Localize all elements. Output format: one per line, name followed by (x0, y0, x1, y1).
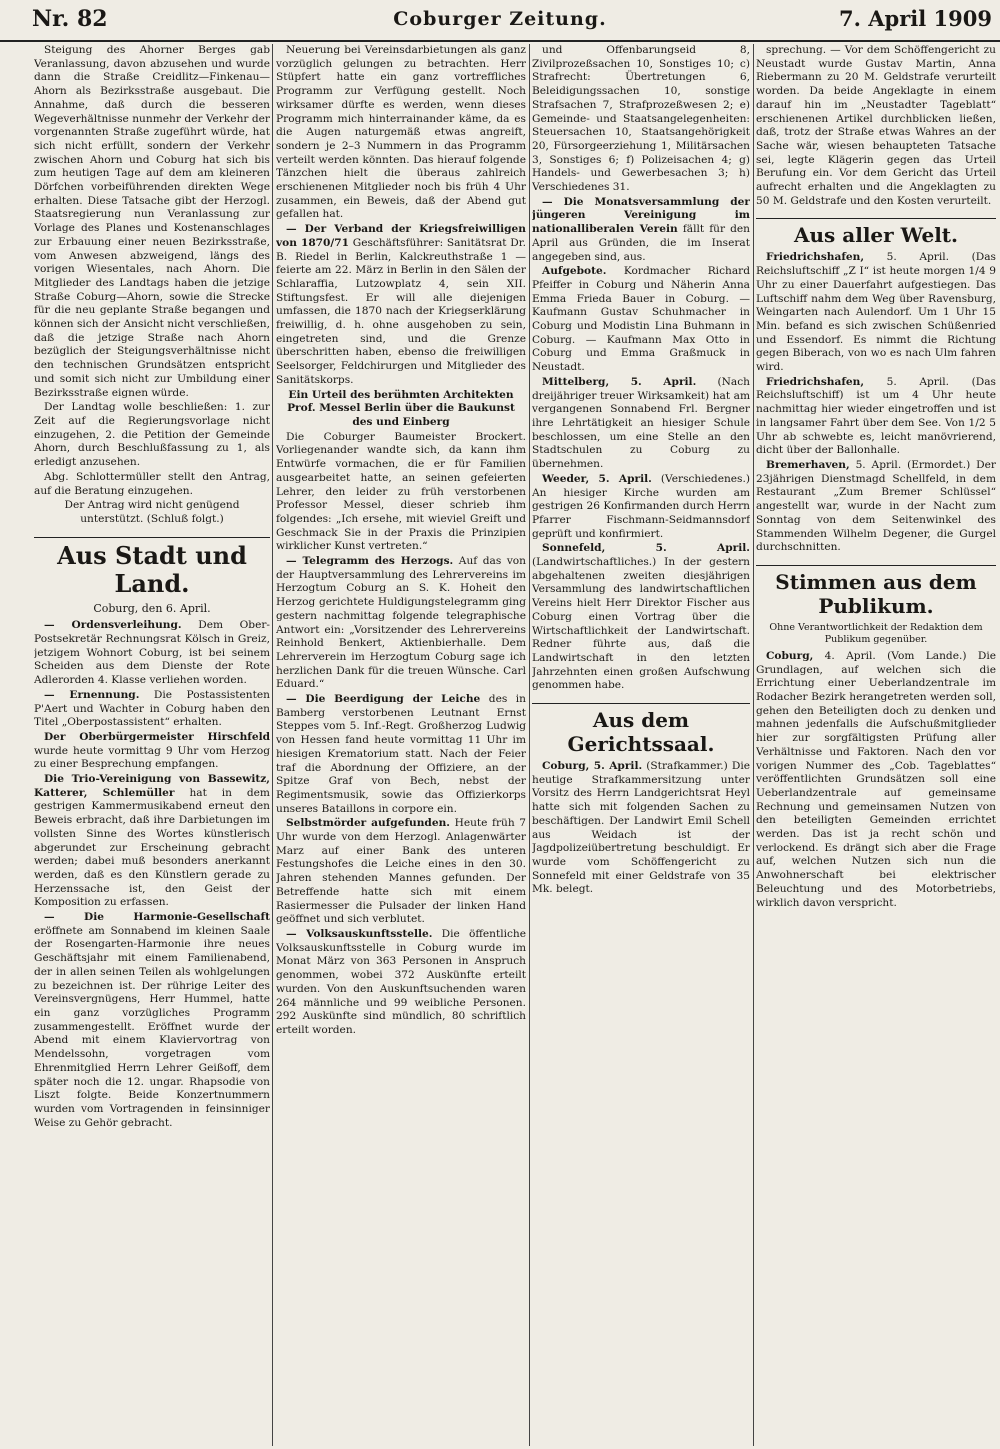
item-heading: — Ernennung. (44, 688, 140, 701)
motion-text: Abg. Schlottermüller stellt den Antrag, auf die Beratung einzugehen. (34, 470, 270, 497)
column-rule (529, 44, 530, 1446)
issue-date: 7. April 1909 (839, 6, 992, 31)
item-heading: Friedrichshafen, (766, 251, 865, 264)
item-text: 5. April. (Ermordet.) Der 23jährigen Dienstmagd Schellfeld, in dem Restaurant „Zum Bremer Schlüssel“ angestellt war, wurde in der Nacht zum Sonntag von dem Seitenwinkel des Stammenden Wilhelm Degener, die Gurgel durchschnitten. (756, 458, 996, 554)
item-text: eröffnete am Sonnabend im kleinen Saale der Rosengarten-Harmonie ihre neues Geschäftsjahr mit einem Familienabend, der in allen seinen Teilen als wohlgelungen zu bezeichnen ist. Der rührige Leiter des Vereinsvergnügens, Herr Hummel, hatte ein ganz vorzügliches Programm zusammengestellt. Eröffnet wurde der Abend mit einem Klaviervortrag von Mendelssohn, vorgetragen vom Ehrenmitglied Herrn Lehrer Geißoff, dem später noch die 12. ungar. Rhapsodie von Liszt folgte. Beide Konzertnummern wurden vom Vortragenden in feinsinniger Weise zu Gehör gebracht. (34, 924, 270, 1129)
item-text: Die öffentliche Volksauskunftsstelle in Coburg wurde im Monat März von 363 Personen in Anspruch genommen, wobei 372 Auskünfte erteilt wurden. Von den Auskunftsuchenden waren 264 männliche und 99 weibliche Personen. 292 Auskünfte sind mündlich, 80 schriftlich erteilt worden. (276, 928, 526, 1036)
item-heading: Der Oberbürgermeister Hirschfeld (44, 730, 270, 743)
item-heading: Ein Urteil des berühmten Architekten Prof. Messel Berlin über die Baukunst des und Einberg (287, 388, 515, 428)
item-heading: — Der Verband der Kriegsfreiwilligen von 1870/71 (276, 223, 526, 249)
column-3 (532, 44, 750, 1446)
continued-note: Der Antrag wird nicht genügend unterstützt. (Schluß folgt.) (64, 499, 240, 525)
item-text: hat in dem gestrigen Kammermusikabend erneut den Beweis erbracht, daß ihre Darbietungen im vollsten Sinne des Wortes künstlerisch abgerundet zur Erscheinung gebracht werden; dabei muß besonders anerkannt werden, daß es den Künstlern gerade zu Herzenssache ist, den Geist der Komposition zu erfassen. (34, 786, 270, 909)
item-heading: Friedrichshafen, (766, 375, 865, 388)
item-text: (Landwirtschaftliches.) In der gestern abgehaltenen zweiten diesjährigen Versammlung des landwirtschaftlichen Vereins hielt Herr Direktor Fischer aus Coburg einen Vortrag über die Wirtschaftlichkeit der Landwirtschaft. Redner führte aus, daß die Landwirtschaft in den letzten Jahrzehnten einen großen Aufschwung genommen habe. (532, 556, 750, 692)
item-text: Dem Ober-Postsekretär Rechnungsrat Kölsch in Greiz, jetzigem Wohnort Coburg, ist bei seinem Scheiden aus dem Dienste der Rote Adlerorden 4. Klasse verliehen worden. (34, 619, 270, 687)
article-text: und Offenbarungseid 8, Zivilprozeßsachen 10, Sonstiges 10; c) Strafrecht: Übertretungen 6, Beleidigungssachen 10, sonstige Strafsachen 7, Strafprozeßwesen 2; e) Gemeinde- und Staatsangelegenheiten: Steuersachen 10, Staatsangehörigkeit 20, Fürsorgeerziehung 1, Militärsachen 3, Sonstiges 6; f) Polizeisachen 4; g) Handels- und Gewerbesachen 3; h) Verschiedenes 31. (532, 44, 750, 194)
dateline: Coburg, den 6. April. (93, 601, 211, 615)
section-heading: Stimmen aus dem Publikum. (756, 565, 996, 618)
item-text: 5. April. (Das Reichsluftschiff) ist um 4 Uhr heute nachmittag hier wieder eingetroffen und ist in langsamer Fahrt über dem See. Von 1/2 5 Uhr ab schwebte es, leicht manövrierend, dicht über der Ballonhalle. (756, 375, 996, 457)
motion-text: Der Landtag wolle beschließen: 1. zur Zeit auf die Regierungsvorlage nicht einzugehen, 2. die Petition der Gemeinde Ahorn, durch Beschlußfassung zu 1, als erledigt anzusehen. (34, 401, 270, 469)
masthead (0, 0, 1000, 42)
item-text: (Verschiedenes.) An hiesiger Kirche wurden am gestrigen 26 Konfirmanden durch Herrn Pfarrer Fischmann-Seidmannsdorf geprüft und konfirmiert. (532, 472, 750, 540)
item-text: (Nach dreijähriger treuer Wirksamkeit) hat am vergangenen Sonnabend Frl. Bergner ihre Lehrtätigkeit an hiesiger Schule beschlossen, um eine Stelle an den Stadtschulen zu Coburg zu übernehmen. (532, 375, 750, 471)
item-heading: — Ordensverleihung. (44, 619, 182, 632)
item-text: 4. April. (Vom Lande.) Die Grundlagen, auf welchen sich die Errichtung einer Ueberlandzentrale im Rodacher Bezirk herangetreten werden soll, gehen den Beteiligten doch zu denken und mahnen jedenfalls die Aufschußmitglieder hier zur sorgfältigsten Prüfung aller Verhältnisse und Faktoren. Nach den vor vorigen Nummer des „Cob. Tageblattes“ veröffentlichten Grundsätzen soll eine Ueberlandzentrale auf gemeinsame Rechnung und gemeinsamen Nutzen von den beteiligten Gemeinden errichtet werden. Das ist ja recht schön und verlockend. Es drängt sich aber die Frage auf, welchen Nutzen sich nun die Anwohnerschaft bei elektrischer Beleuchtung und des Motorbetriebs, wirklich davon verspricht. (756, 649, 996, 909)
item-text: des in Bamberg verstorbenen Leutnant Ernst Steppes vom 5. Inf.-Regt. Großherzog Ludwig von Hessen fand heute vormittag 11 Uhr im hiesigen Krematorium statt. Nach der Feier traf die Abordnung der Offiziere, an der Spitze Graf von Bech, nebst der Regimentsmusik, sowie das Offizierkorps unseres Bataillons in corpore ein. (276, 693, 526, 815)
item-heading: Mittelberg, 5. April. (542, 375, 697, 388)
item-heading: Coburg, (766, 649, 814, 662)
item-heading: Selbstmörder aufgefunden. (286, 817, 450, 830)
column-rule (753, 44, 754, 1446)
item-text: Auf das von der Hauptversammlung des Lehrervereins im Herzogtum Coburg an S. K. Hoheit den Herzog gerichtete Huldigungstelegramm ging gestern nachmittag folgende telegraphische Antwort ein: „Vorsitzender des Lehrervereins Reinhold Benkert, Aktienbierhalle. Dem Lehrerverein im Herzogtum Coburg sage ich herzlichen Dank für die treuen Wünsche. Carl Eduard.“ (276, 555, 526, 691)
item-heading: — Die Beerdigung der Leiche (286, 693, 481, 706)
item-text: 5. April. (Das Reichsluftschiff „Z I“ ist heute morgen 1/4 9 Uhr zu einer Dauerfahrt aufgestiegen. Das Luftschiff nahm dem Weg über Ravensburg, Weingarten nach Aulendorf. Um 1 Uhr 15 Min. befand es sich zwischen Schüßenried und Essendorf. Es nimmt die Richtung gegen Biberach, von wo es nach Ulm fahren wird. (756, 251, 996, 374)
article-text: Steigung des Ahorner Berges gab Veranlassung, davon abzusehen und wurde dann die Straße Creidlitz—Finkenau—Ahorn als Bezirksstraße ausgebaut. Die Annahme, daß durch die besseren Wegeverhältnisse nunmehr der Verkehr der vorgenannten Straße zugeführt würde, hat sich nicht erfüllt, sondern der Verkehr zwischen Ahorn und Coburg hat sich bis zum heutigen Tage auf dem am kleineren Dörfchen vorbeiführenden direkten Wege erhalten. Diese Tatsache gibt der Herzogl. Staatsregierung nun Veranlassung zur Vorlage des Planes und Kostenanschlages zur Erbauung einer neuen Bezirksstraße, vom Anwesen abzweigend, längs des vorigen Wiesentales, nach Ahorn. Die Mitglieder des Landtags haben die jetzige Straße Coburg—Ahorn, sowie die Strecke für die neu geplante Straße begangen und können sich der Ansicht nicht verschließen, daß die jetzige Straße nach Ahorn bezüglich der Steigungsverhältnisse nicht den technischen Grundsätzen entspricht und somit sich nicht zur Umbildung einer Bezirksstraße eignen würde. (34, 44, 270, 399)
item-heading: Coburg, 5. April. (542, 760, 643, 773)
item-heading: Sonnefeld, 5. April. (542, 542, 750, 555)
article-text: sprechung. — Vor dem Schöffengericht zu Neustadt wurde Gustav Martin, Anna Riebermann zu 20 M. Geldstrafe verurteilt worden. Da beide Angeklagte in einem darauf hin im „Neustadter Tageblatt“ erschienenen Artikel durchblicken ließen, daß, trotz der Straße etwas Wahres an der Sache wär, wiesen behaupteten Tatsache sei, legte Klägerin gegen das Urteil Berufung ein. Vor dem Gericht das Urteil aufrecht erhalten und die Angeklagten zu 50 M. Geldstrafe und den Kosten verurteilt. (756, 44, 996, 207)
item-text: Die Coburger Baumeister Brockert. Vorliegenander wandte sich, da kann ihm Entwürfe vormachen, die er für Familien ausgearbeitet hatte, an seinen gefeierten Lehrer, den leider zu früh verstorbenen Professor Messel, dieser schrieb ihm folgendes: „Ich ersehe, mit wieviel Greift und Geschmack Sie in der Praxis die Prinzipien wirklicher Kunst vertreten.“ (276, 430, 526, 553)
newspaper-title: Coburger Zeitung. (393, 8, 607, 30)
section-heading: Aus dem Gerichtssaal. (532, 703, 750, 756)
article-text: Neuerung bei Vereinsdarbietungen als ganz vorzüglich gelungen zu betrachten. Herr Stüpfert hatte ein ganz vortreffliches Programm zur Verfügung gestellt. Noch wirksamer dürfte es werden, wenn dieses Programm mich hinterrainander käme, da es die Augen naturgemäß etwas angreift, sondern je 2–3 Nummern in das Programm verteilt werden könnten. Das hierauf folgende Tänzchen hielt die überaus zahlreich erschienenen Mitglieder noch bis früh 4 Uhr zusammen, ein Beweis, daß der Abend gut gefallen hat. (276, 44, 526, 221)
section-heading: Aus aller Welt. (756, 218, 996, 247)
item-heading: Die Trio-Vereinigung von Bassewitz, Katterer, Schlemüller (34, 773, 270, 799)
column-4 (756, 44, 996, 1446)
disclaimer-note: Ohne Verantwortlichkeit der Redaktion dem Publikum gegenüber. (769, 621, 983, 645)
item-heading: — Telegramm des Herzogs. (286, 555, 454, 568)
issue-number: Nr. 82 (32, 6, 108, 32)
column-rule (272, 44, 273, 1446)
item-heading: Aufgebote. (542, 265, 607, 278)
column-2 (276, 44, 526, 1446)
item-text: wurde heute vormittag 9 Uhr vom Herzog zu einer Besprechung empfangen. (34, 744, 270, 771)
item-text: Heute früh 7 Uhr wurde von dem Herzogl. Anlagenwärter Marz auf einer Bank des unteren Festungshofes die Leiche eines in den 30. Jahren stehenden Mannes gefunden. Der Betreffende hatte sich mit einem Rasiermesser die Pulsader der linken Hand geöffnet und sich verblutet. (276, 817, 526, 926)
item-text: Geschäftsführer: Sanitätsrat Dr. B. Riedel in Berlin, Kalckreuthstraße 1 — feierte am 22. März in Berlin in den Sälen der Schlaraffia, Lutzowplatz 4, sein XII. Stiftungsfest. Er will alle diejenigen umfassen, die 1870 nach der Kriegserklärung freiwillig, d. h. ohne ausgehoben zu sein, eingetreten sind, und die Grenze überschritten haben, ebenso die freiwilligen Seelsorger, Feldchirurgen und Mitglieder des Sanitätskorps. (276, 236, 526, 386)
item-heading: — Die Harmonie-Gesellschaft (44, 911, 270, 924)
section-heading: Aus Stadt und Land. (34, 537, 270, 598)
item-heading: — Volksauskunftsstelle. (286, 928, 433, 940)
item-text: Die Postassistenten P'Aert und Wachter in Coburg haben den Titel „Oberpostassistent“ erhalten. (34, 688, 270, 729)
item-heading: Bremerhaven, (766, 458, 850, 471)
item-text: fällt für den April aus Gründen, die im Inserat angegeben sind, aus. (532, 223, 750, 263)
item-heading: — Die Monatsversammlung der jüngeren Vereinigung im nationalliberalen Verein (532, 195, 750, 236)
item-heading: Weeder, 5. April. (542, 472, 652, 485)
item-text: Kordmacher Richard Pfeiffer in Coburg und Näherin Anna Emma Frieda Bauer in Coburg. — Kaufmann Gustav Schuhmacher in Coburg und Modistin Lina Buhmann in Coburg. — Kaufmann Max Otto in Coburg und Emma Graßmuck in Neustadt. (532, 265, 750, 374)
item-text: (Strafkammer.) Die heutige Strafkammersitzung unter Vorsitz des Herrn Landgerichtsrat Heyl hatte sich mit folgenden Sachen zu beschäftigen. Der Landwirt Emil Schell aus Weidach ist der Jagdpolizeiübertretung beschuldigt. Er wurde vom Schöffengericht zu Sonnefeld mit einer Geldstrafe von 35 Mk. belegt. (532, 760, 750, 896)
column-1 (34, 44, 270, 1446)
